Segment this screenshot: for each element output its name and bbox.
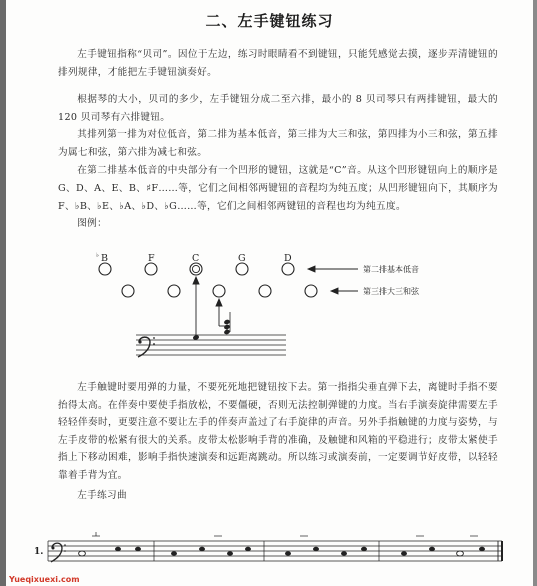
key-label-f: F xyxy=(148,253,155,264)
exercise-staff xyxy=(48,541,502,561)
paragraph-touch-technique: 左手触键时要用弹的力量，不要死死地把键钮按下去。第一指指尖垂直弹下去，离键时手指不要抬得太高。在伴奏中要使手指放松，不要僵硬，否则无法控制弹键的力度。当右手演奏旋律需要左手轻轻伴奏时，更要注意不要让左手的伴奏声盖过了右手旋律的声音。另外手指触键的力度与姿势，与左手皮带的松紧有很大的关系。皮带太松影响手背的准确，及触键和风箱的平稳进行；皮带太紧使手指上下移动困难，影响手指快速演奏和远距离跳动。所以练习或演奏前，一定要调节好皮带，以轻轻靠着手背为宜。 xyxy=(58,382,498,481)
bass-button-f xyxy=(145,263,157,275)
site-watermark: Yueqixuexi.com xyxy=(9,575,80,584)
bass-button-g xyxy=(236,263,248,275)
bass-button-b-flat xyxy=(99,263,111,275)
right-border xyxy=(533,0,537,586)
bass-staff xyxy=(136,335,286,355)
key-label-c: C xyxy=(192,253,200,264)
pointer-arrow-row2 xyxy=(308,266,358,272)
exercise-score xyxy=(34,527,514,579)
paragraph-c-key: 在第二排基本低音的中央部分有一个凹形的键钮，这就是“C”音。从这个凹形键钮向上的顺序是 G、D、A、E、B、♯F……等，它们之间相邻两键钮的音程均为纯五度；从凹形键钮向下，其顺序为 F、♭B、♭E、♭A、♭D、♭G……等，它们之间相邻两键钮的音程也均为纯五度。 xyxy=(58,165,498,212)
bass-button-d xyxy=(282,263,294,275)
key-label-d: D xyxy=(284,253,292,264)
document-page xyxy=(6,0,533,586)
chord-button-b-flat xyxy=(122,285,134,297)
page-title: 二、左手键钮练习 xyxy=(205,12,334,30)
key-label-b-flat xyxy=(96,252,108,264)
chord-button-c xyxy=(213,285,225,297)
chord-button-f xyxy=(168,285,180,297)
chord-button-g xyxy=(259,285,271,297)
exercise-number: 1. xyxy=(34,547,44,557)
paragraph-bass-intro: 左手键钮指称“贝司”。因位于左边，练习时眼睛看不到键钮，只能凭感觉去摸，逐步弄清键钮的排列规律，才能把左手键钮演奏好。 xyxy=(58,49,498,78)
paragraph-row-arrangement: 其排列第一排为对位低音，第二排为基本低音，第三排为大三和弦，第四排为小三和弦，第五排为属七和弦，第六排为减七和弦。 xyxy=(58,129,498,158)
key-label-g: G xyxy=(238,253,246,264)
exercise-notes xyxy=(79,532,485,556)
bass-button-diagram xyxy=(76,238,456,372)
bass-note-arrow xyxy=(193,277,199,336)
bass-button-c-concave xyxy=(190,263,202,275)
example-heading: 图例： xyxy=(77,218,108,229)
svg-text:♭: ♭ xyxy=(96,252,99,259)
pointer-arrow-row3 xyxy=(331,288,358,294)
exercise-heading: 左手练习曲 xyxy=(77,490,127,501)
row3-label: 第三排大三和弦 xyxy=(363,287,419,296)
row2-label: 第二排基本低音 xyxy=(363,265,419,274)
chord-button-d xyxy=(305,285,317,297)
paragraph-bass-rows: 根据琴的大小，贝司的多少，左手键钮分成二至六排，最小的 8 贝司琴只有两排键钮，最大的 120 贝司琴有六排键钮。 xyxy=(58,94,498,123)
concave-mark-icon xyxy=(192,265,199,272)
chord-notes xyxy=(223,319,230,335)
svg-text:B: B xyxy=(101,253,108,264)
